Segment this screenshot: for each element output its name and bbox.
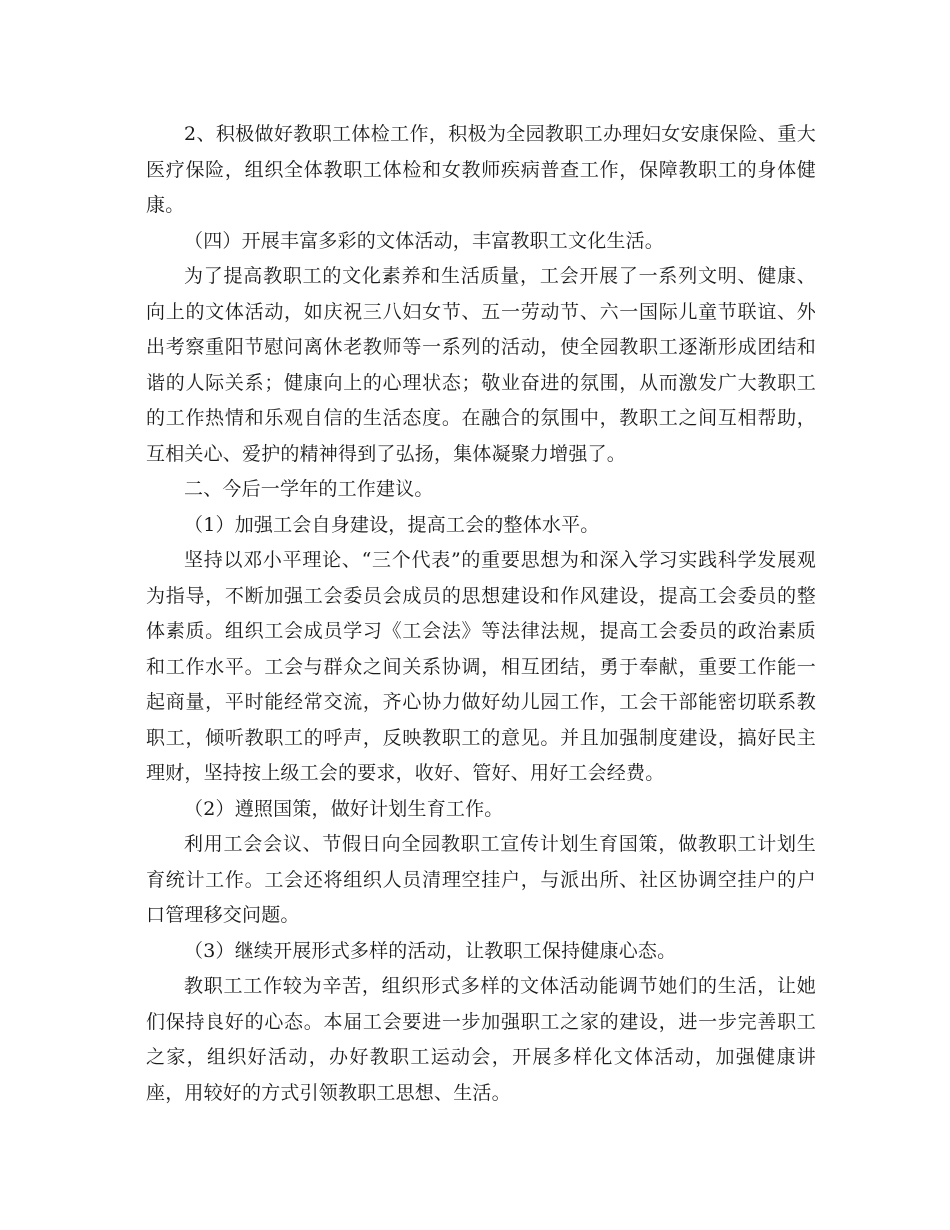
heading-diverse-activities: （3）继续开展形式多样的活动，让教职工保持健康心态。 xyxy=(184,939,677,962)
document-body xyxy=(146,117,816,1111)
heading-work-suggestions: 二、今后一学年的工作建议。 xyxy=(184,478,434,500)
paragraph-cultural-activities: 为了提高教职工的文化素养和生活质量，工会开展了一系列文明、健康、向上的文体活动，如庆祝三八妇女节、五一劳动节、六一国际儿童节联谊、外出考察重阳节慰问离休老教师等一系列的活动，使全园教职工逐渐形成团结和谐的人际关系；健康向上的心理状态；敬业奋进的氛围，从而激发广大教职工的工作热情和乐观自信的生活态度。在融合的氛围中，教职工之间互相帮助，互相关心、爱护的精神得到了弘扬，集体凝聚力增强了。 xyxy=(146,265,816,465)
heading-cultural-activities: （四）开展丰富多彩的文体活动，丰富教职工文化生活。 xyxy=(184,229,665,252)
paragraph-family-planning: 利用工会会议、节假日向全园教职工宣传计划生育国策，做教职工计划生育统计工作。工会还将组织人员清理空挂户，与派出所、社区协调空挂户的户口管理移交问题。 xyxy=(146,833,816,926)
heading-family-planning: （2）遵照国策，做好计划生育工作。 xyxy=(184,797,504,820)
heading-union-building: （1）加强工会自身建设，提高工会的整体水平。 xyxy=(184,513,600,536)
paragraph-diverse-activities: 教职工工作较为辛苦，组织形式多样的文体活动能调节她们的生活，让她们保持良好的心态。本届工会要进一步加强职工之家的建设，进一步完善职工之家，组织好活动，办好教职工运动会，开展多样化文体活动，加强健康讲座，用较好的方式引领教职工思想、生活。 xyxy=(146,975,816,1104)
paragraph-health-check: 2、积极做好教职工体检工作，积极为全园教职工办理妇女安康保险、重大医疗保险，组织全体教职工体检和女教师疾病普查工作，保障教职工的身体健康。 xyxy=(146,123,816,216)
paragraph-union-building: 坚持以邓小平理论、“三个代表”的重要思想为和深入学习实践科学发展观为指导，不断加强工会委员会成员的思想建设和作风建设，提高工会委员的整体素质。组织工会成员学习《工会法》等法律法规，提高工会委员的政治素质和工作水平。工会与群众之间关系协调，相互团结，勇于奉献，重要工作能一起商量，平时能经常交流，齐心协力做好幼儿园工作，工会干部能密切联系教职工，倾听教职工的呼声，反映教职工的意见。并且加强制度建设，搞好民主理财，坚持按上级工会的要求，收好、管好、用好工会经费。 xyxy=(146,549,816,784)
